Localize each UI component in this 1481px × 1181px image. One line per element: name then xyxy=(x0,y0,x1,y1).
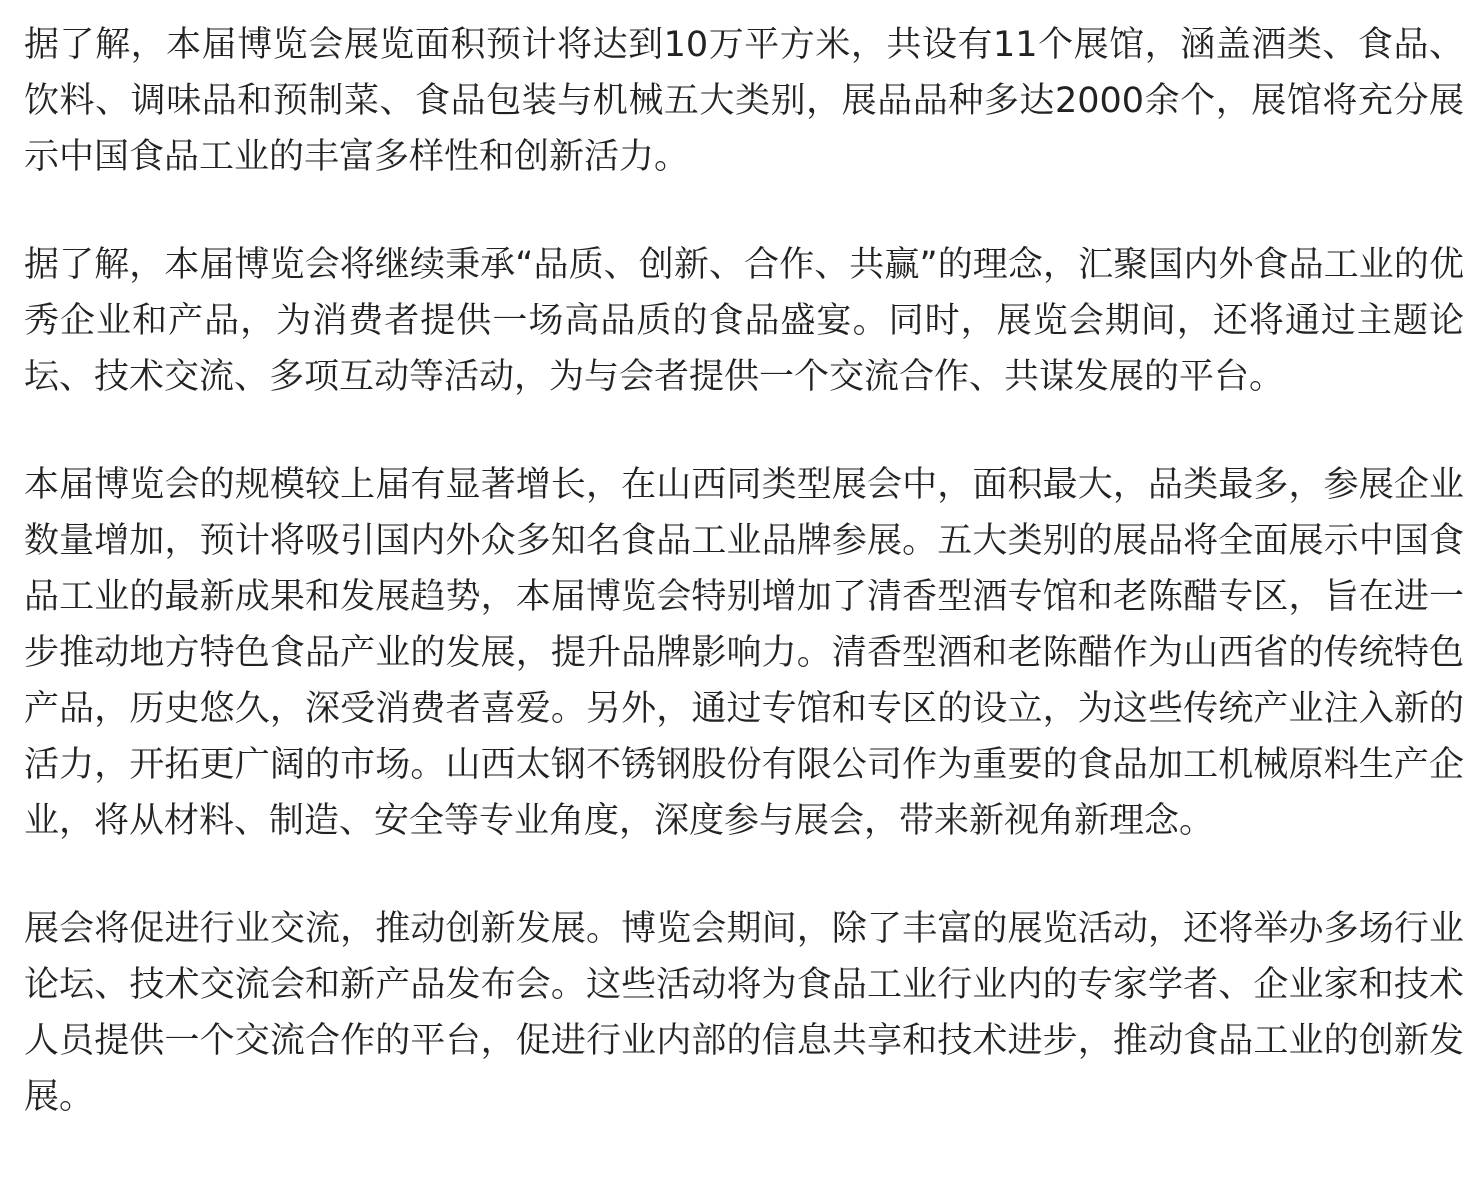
paragraph-expo-philosophy: 据了解，本届博览会将继续秉承“品质、创新、合作、共赢”的理念，汇聚国内外食品工业的优秀企业和产品，为消费者提供一场高品质的食品盛宴。同时，展览会期间，还将通过主题论坛、技术交流、多项互动等活动，为与会者提供一个交流合作、共谋发展的平台。 xyxy=(24,245,1464,397)
paragraph-exhibition-scale: 据了解，本届博览会展览面积预计将达到10万平方米，共设有11个展馆，涵盖酒类、食品、饮料、调味品和预制菜、食品包装与机械五大类别，展品品种多达2000余个，展馆将充分展示中国食品工业的丰富多样性和创新活力。 xyxy=(24,25,1464,177)
article-body xyxy=(24,17,1464,1125)
paragraph-growth-and-special-zones: 本届博览会的规模较上届有显著增长，在山西同类型展会中，面积最大，品类最多，参展企业数量增加，预计将吸引国内外众多知名食品工业品牌参展。五大类别的展品将全面展示中国食品工业的最新成果和发展趋势，本届博览会特别增加了清香型酒专馆和老陈醋专区，旨在进一步推动地方特色食品产业的发展，提升品牌影响力。清香型酒和老陈醋作为山西省的传统特色产品，历史悠久，深受消费者喜爱。另外，通过专馆和专区的设立，为这些传统产业注入新的活力，开拓更广阔的市场。山西太钢不锈钢股份有限公司作为重要的食品加工机械原料生产企业，将从材料、制造、安全等专业角度，深度参与展会，带来新视角新理念。 xyxy=(24,465,1464,841)
paragraph-industry-exchange: 展会将促进行业交流，推动创新发展。博览会期间，除了丰富的展览活动，还将举办多场行业论坛、技术交流会和新产品发布会。这些活动将为食品工业行业内的专家学者、企业家和技术人员提供一个交流合作的平台，促进行业内部的信息共享和技术进步，推动食品工业的创新发展。 xyxy=(24,909,1464,1117)
